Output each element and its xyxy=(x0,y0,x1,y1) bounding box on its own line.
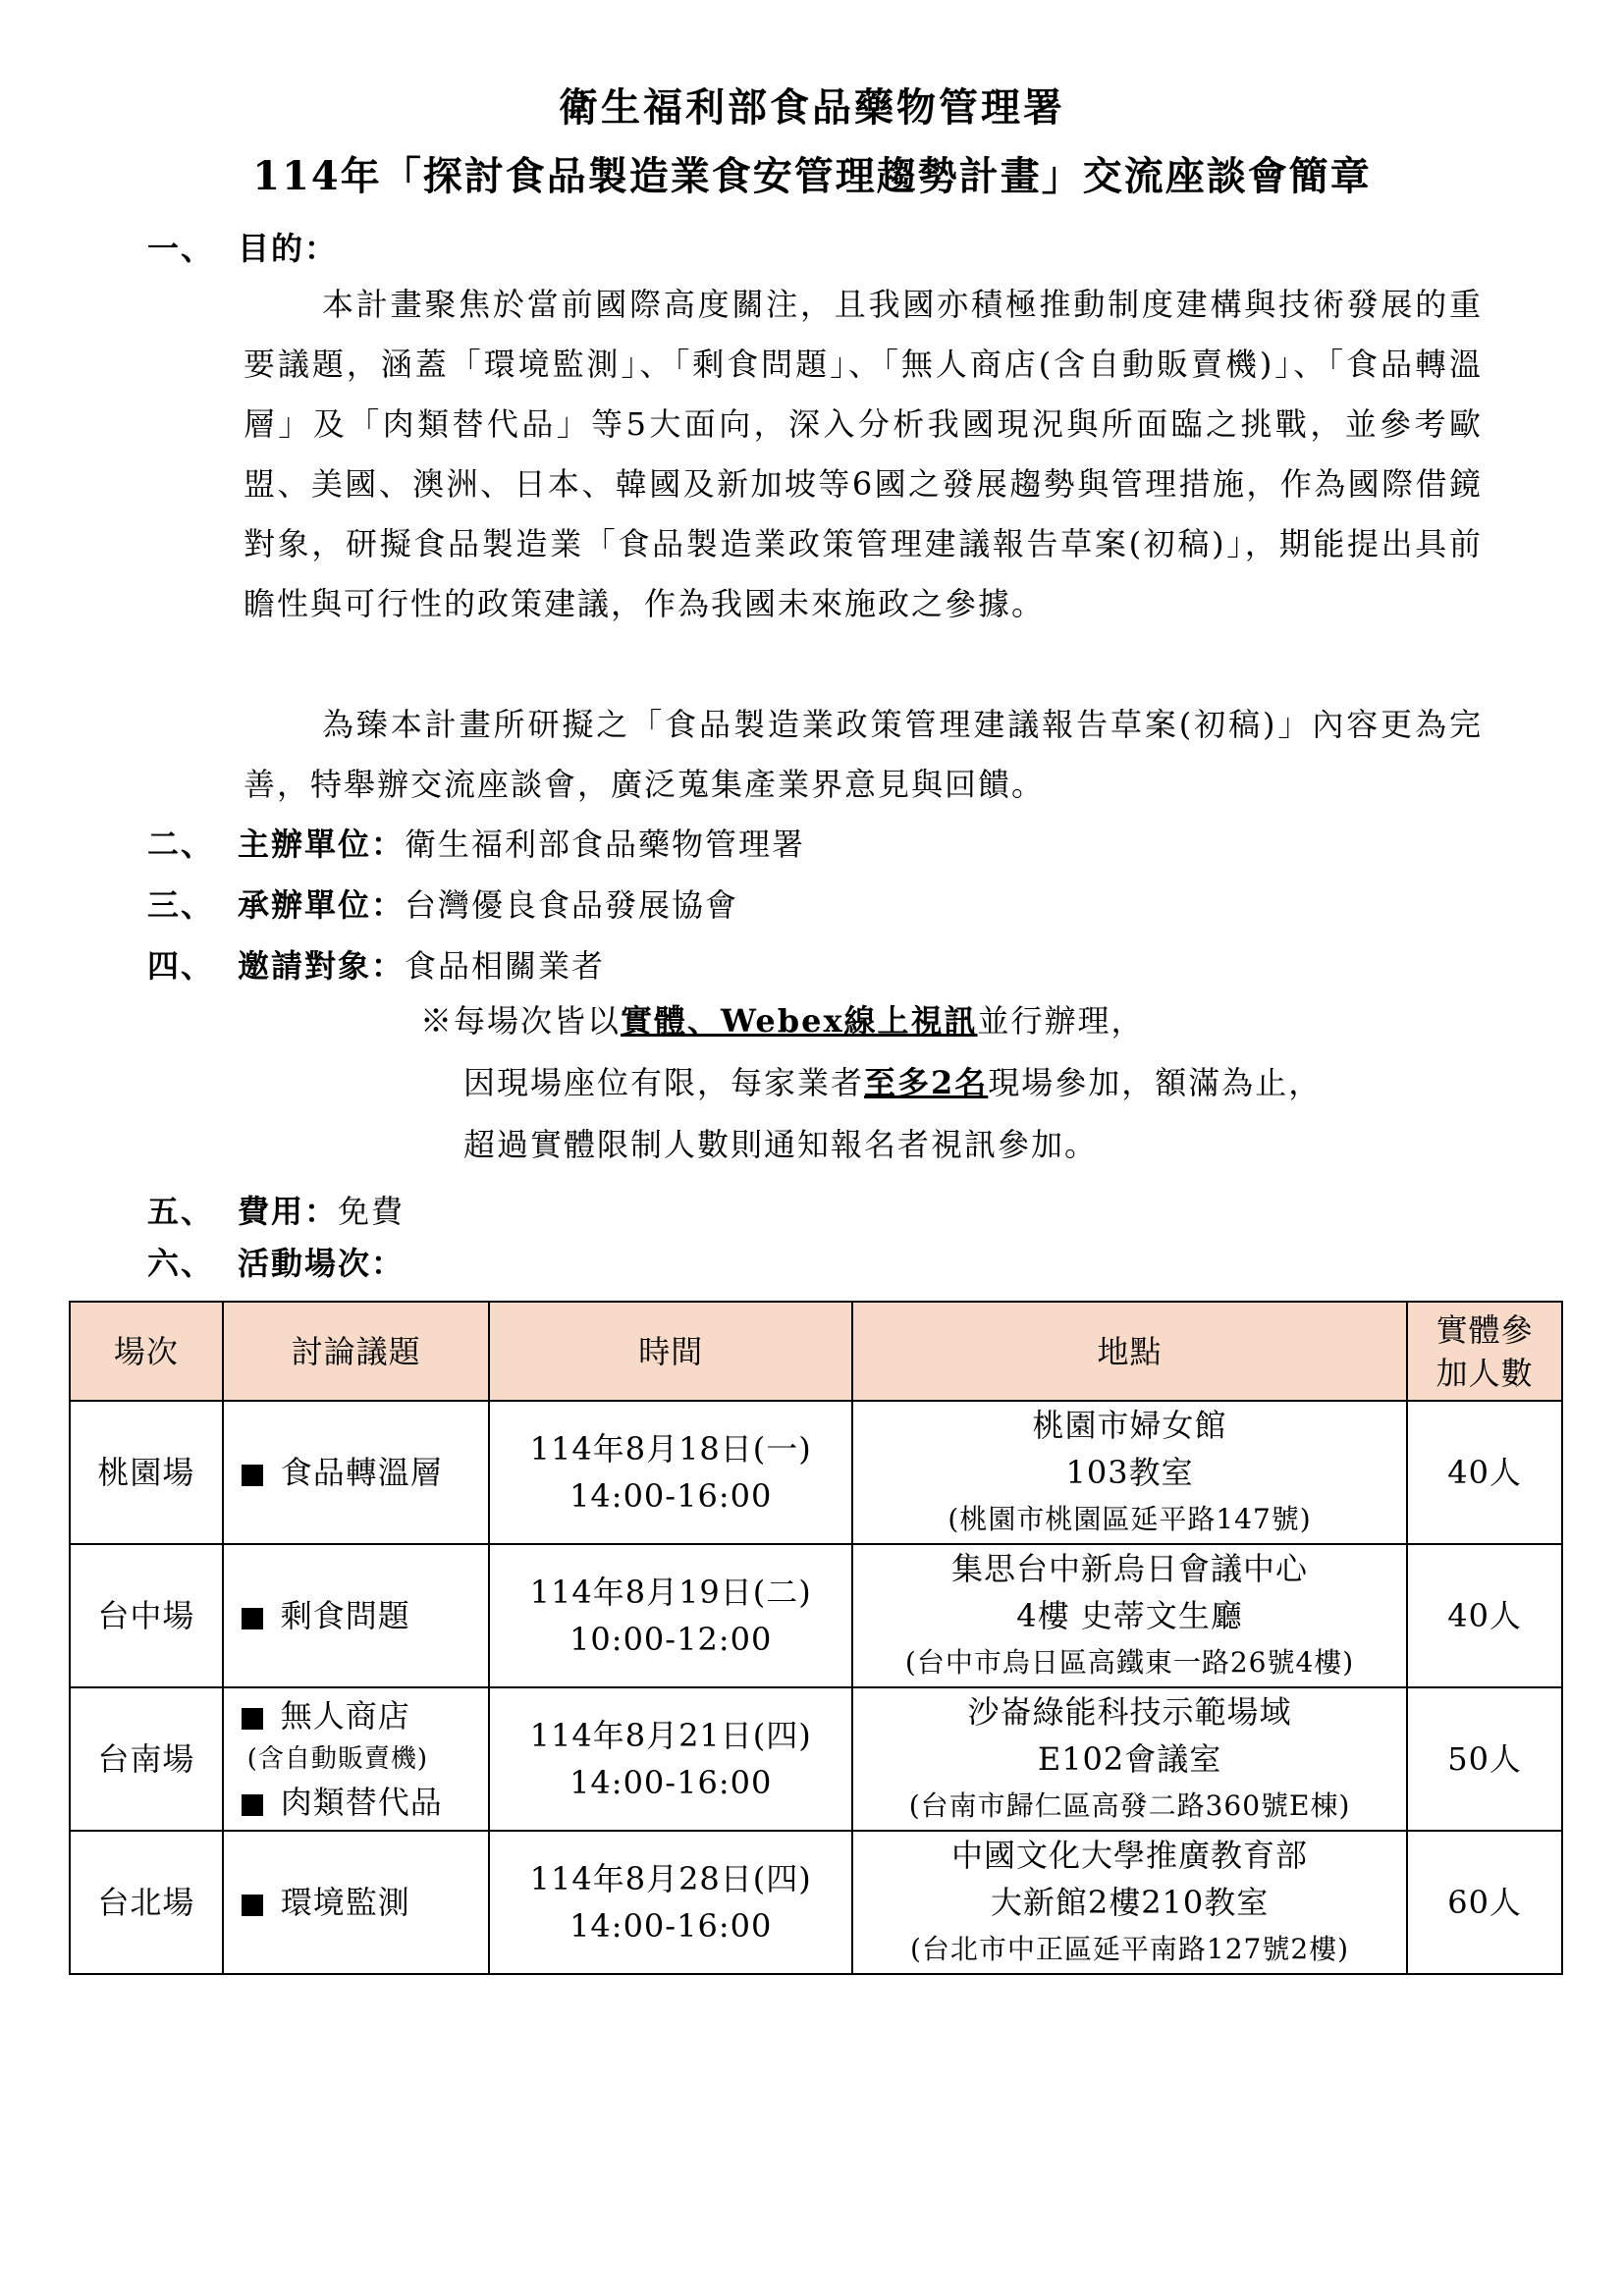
section-label: 活動場次： xyxy=(238,1245,406,1282)
section-label: 費用： xyxy=(238,1193,339,1230)
schedule-table xyxy=(69,1301,1563,1975)
topic-text: 食品轉溫層 xyxy=(280,1454,443,1491)
cell-capacity: 40人 xyxy=(1407,1401,1562,1544)
section-fee xyxy=(147,1187,405,1232)
cell-venue xyxy=(852,1544,1407,1687)
time-text: 14:00-16:00 xyxy=(569,1907,773,1945)
venue-room: 103教室 xyxy=(1065,1454,1194,1491)
time-text: 14:00-16:00 xyxy=(569,1764,773,1801)
date-text: 114年8月19日(二) xyxy=(529,1574,812,1611)
venue-room: E102會議室 xyxy=(1037,1740,1222,1778)
section-value: 台灣優良食品發展協會 xyxy=(405,886,739,924)
cell-venue xyxy=(852,1687,1407,1831)
cell-time xyxy=(489,1544,852,1687)
topic-item xyxy=(242,1692,489,1739)
date-text: 114年8月28日(四) xyxy=(529,1860,812,1897)
header-topic: 討論議題 xyxy=(223,1302,490,1401)
cell-session: 台北場 xyxy=(70,1831,223,1974)
note-text: 現場參加，額滿為止， xyxy=(988,1064,1323,1101)
agency-title: 衛生福利部食品藥物管理署 xyxy=(559,84,1065,131)
topic-text: 環境監測 xyxy=(280,1884,410,1921)
venue-address: (台北市中正區延平南路127號2樓) xyxy=(910,1933,1350,1965)
note-line-2 xyxy=(463,1058,1322,1103)
cell-session: 桃園場 xyxy=(70,1401,223,1544)
note-emphasis: 至多2名 xyxy=(864,1064,989,1101)
section-number: 三、 xyxy=(147,886,215,924)
header-session: 場次 xyxy=(70,1302,223,1401)
venue-address: (台中市烏日區高鐵東一路26號4樓) xyxy=(904,1646,1355,1679)
time-text: 14:00-16:00 xyxy=(569,1477,773,1515)
section-number: 四、 xyxy=(147,947,215,985)
section-number: 五、 xyxy=(147,1193,215,1230)
table-row xyxy=(70,1544,1562,1687)
topic-note: (含自動販賣機) xyxy=(246,1744,429,1774)
cell-capacity: 50人 xyxy=(1407,1687,1562,1831)
venue-name: 集思台中新烏日會議中心 xyxy=(951,1550,1309,1587)
header-time: 時間 xyxy=(489,1302,852,1401)
topic-text: 無人商店 xyxy=(280,1697,410,1735)
venue-room: 4樓 史蒂文生廳 xyxy=(1016,1597,1243,1634)
event-title: 114年「探討食品製造業食安管理趨勢計畫」交流座談會簡章 xyxy=(252,153,1372,199)
bullet-square-icon xyxy=(242,1465,263,1486)
cell-venue xyxy=(852,1401,1407,1544)
header-capacity: 實體參加人數 xyxy=(1407,1302,1562,1401)
cell-time xyxy=(489,1401,852,1544)
venue-address: (台南市歸仁區高發二路360號E棟) xyxy=(908,1789,1351,1822)
section-value: 衛生福利部食品藥物管理署 xyxy=(405,826,806,863)
venue-name: 桃園市婦女館 xyxy=(1032,1407,1227,1444)
cell-time xyxy=(489,1831,852,1974)
cell-topic xyxy=(223,1831,490,1974)
section-label: 邀請對象： xyxy=(238,947,406,985)
section-sessions xyxy=(147,1239,405,1284)
bullet-square-icon xyxy=(242,1794,263,1816)
note-text: 因現場座位有限，每家業者 xyxy=(463,1064,865,1101)
venue-address: (桃園市桃園區延平路147號) xyxy=(947,1503,1312,1535)
table-row xyxy=(70,1687,1562,1831)
venue-name: 沙崙綠能科技示範場域 xyxy=(967,1693,1292,1731)
section-number: 二、 xyxy=(147,826,215,863)
table-row xyxy=(70,1831,1562,1974)
cell-venue xyxy=(852,1831,1407,1974)
cell-capacity: 60人 xyxy=(1407,1831,1562,1974)
section-purpose xyxy=(147,224,338,269)
note-line-3: 超過實體限制人數則通知報名者視訊參加。 xyxy=(463,1126,1099,1163)
purpose-paragraph-2: 為臻本計畫所研擬之「食品製造業政策管理建議報告草案(初稿)」內容更為完善，特舉辦交流座談會，廣泛蒐集產業界意見與回饋。 xyxy=(244,706,1483,803)
note-text: ※每場次皆以 xyxy=(420,1002,622,1040)
note-text: 並行辦理， xyxy=(977,1002,1145,1040)
section-value: 免費 xyxy=(338,1193,406,1230)
topic-item xyxy=(242,1779,489,1826)
section-invitees xyxy=(147,941,605,987)
date-text: 114年8月18日(一) xyxy=(529,1430,812,1468)
topic-text: 剩食問題 xyxy=(280,1597,410,1634)
section-organizer xyxy=(147,820,805,865)
table-header-row xyxy=(70,1302,1562,1401)
note-line-1 xyxy=(420,996,1145,1041)
purpose-paragraph-1: 本計畫聚焦於當前國際高度關注，且我國亦積極推動制度建構與技術發展的重要議題，涵蓋「環境監測」、「剩食問題」、「無人商店(含自動販賣機)」、「食品轉溫層」及「肉類替代品」等5大面向，深入分析我國現況與所面臨之挑戰，並參考歐盟、美國、澳洲、日本、韓國及新加坡等6國之發展趨勢與管理措施，作為國際借鏡對象，研擬食品製造業「食品製造業政策管理建議報告草案(初稿)」，期能提出具前瞻性與可行性的政策建議，作為我國未來施政之參據。 xyxy=(244,286,1483,622)
section-executor xyxy=(147,881,738,926)
cell-capacity: 40人 xyxy=(1407,1544,1562,1687)
bullet-square-icon xyxy=(242,1608,263,1629)
section-label: 目的： xyxy=(238,230,339,267)
section-number: 六、 xyxy=(147,1245,215,1282)
section-value: 食品相關業者 xyxy=(405,947,606,985)
cell-topic xyxy=(223,1687,490,1831)
section-number: 一、 xyxy=(147,230,215,267)
time-text: 10:00-12:00 xyxy=(569,1621,773,1658)
cell-topic xyxy=(223,1544,490,1687)
cell-topic xyxy=(223,1401,490,1544)
date-text: 114年8月21日(四) xyxy=(529,1717,812,1754)
topic-text: 肉類替代品 xyxy=(280,1784,443,1821)
section-label: 承辦單位： xyxy=(238,886,406,924)
table-row xyxy=(70,1401,1562,1544)
note-emphasis: 實體、Webex線上視訊 xyxy=(621,1002,978,1040)
section-label: 主辦單位： xyxy=(238,826,406,863)
cell-session: 台中場 xyxy=(70,1544,223,1687)
bullet-square-icon xyxy=(242,1708,263,1730)
header-venue: 地點 xyxy=(852,1302,1407,1401)
bullet-square-icon xyxy=(242,1895,263,1916)
venue-room: 大新館2樓210教室 xyxy=(990,1884,1270,1921)
venue-name: 中國文化大學推廣教育部 xyxy=(951,1837,1309,1874)
cell-session: 台南場 xyxy=(70,1687,223,1831)
cell-time xyxy=(489,1687,852,1831)
